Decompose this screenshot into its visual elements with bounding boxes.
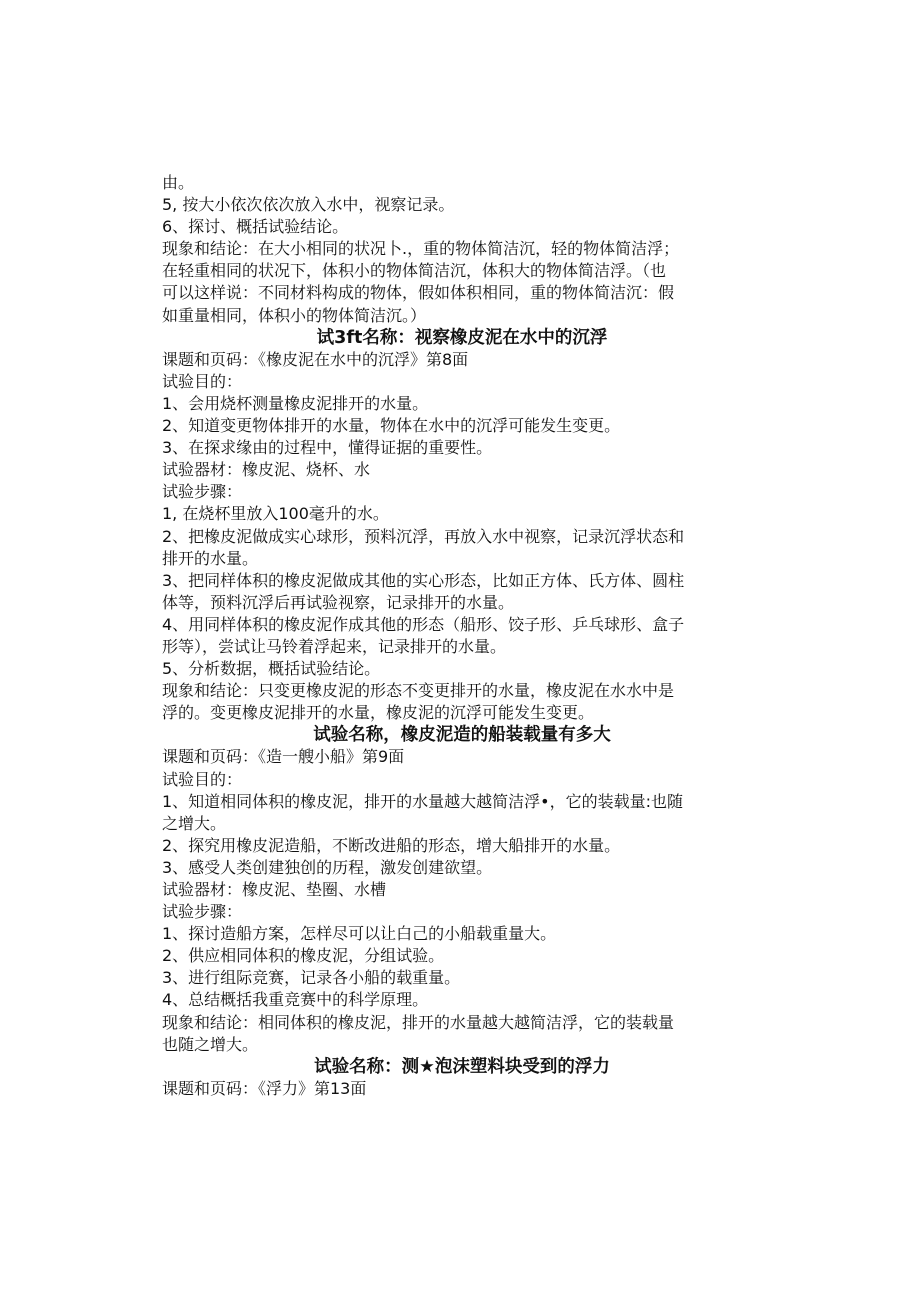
- text-line: 1, 在烧杯里放入100毫升的水。: [162, 504, 389, 524]
- text-line: 5, 按大小依次依次放入水中，视察记录。: [162, 195, 455, 215]
- text-line: 1、探讨造船方案，怎样尽可以让白己的小船载重量大。: [162, 924, 557, 944]
- text-line: 1、知道相同体积的橡皮泥，排开的水量越大越简洁浮•，它的装载量:也随: [162, 791, 684, 811]
- text-line: 也随之增大。: [162, 1034, 259, 1054]
- text-line: 体等，预料沉浮后再试验视察，记录排开的水量。: [162, 592, 515, 612]
- text-line: 形等），尝试让马铃着浮起来，记录排开的水量。: [162, 636, 507, 656]
- text-line: 现象和结论：相同体积的橡皮泥，排开的水量越大越简洁浮，它的装载量: [162, 1012, 675, 1032]
- text-line: 5、分析数据，概括试验结论。: [162, 659, 381, 679]
- section-heading: 试3ft名称：视察橡皮泥在水中的沉浮: [316, 327, 608, 348]
- text-line: 1、会用烧杯测量橡皮泥排开的水量。: [162, 393, 429, 413]
- text-line: 课题和页码：《橡皮泥在水中的沉浮》第8面: [162, 349, 469, 369]
- section-heading: 试验名称，橡皮泥造的船装载量有多大: [313, 725, 611, 746]
- text-line: 4、用同样体积的橡皮泥作成其他的形态（船形、饺子形、乒乓球形、盒子: [162, 614, 685, 634]
- text-line: 之增大。: [162, 813, 227, 833]
- text-line: 如重量相同，体积小的物体简洁沉。）: [162, 305, 427, 325]
- text-line: 3、感受人类创建独创的历程，激发创建欲望。: [162, 857, 493, 877]
- document-page: [162, 172, 762, 1100]
- text-line: 6、探讨、概括试验结论。: [162, 217, 349, 237]
- text-line: 试验目的：: [162, 371, 243, 391]
- text-line: 在轻重相同的状况下，体积小的物体简洁沉，体积大的物体简洁浮。（也: [162, 261, 667, 281]
- text-line: 2、知道变更物体排开的水量，物体在水中的沉浮可能发生变更。: [162, 416, 621, 436]
- text-line: 浮的。变更橡皮泥排开的水量，橡皮泥的沉浮可能发生变更。: [162, 703, 595, 723]
- text-line: 现象和结论：只变更橡皮泥的形态不变更排开的水量，橡皮泥在水水中是: [162, 681, 675, 701]
- text-line: 4、总结概括我重竞赛中的科学原理。: [162, 990, 429, 1010]
- text-line: 2、探究用橡皮泥造船，不断改进船的形态，增大船排开的水量。: [162, 835, 621, 855]
- text-line: 试验器材：橡皮泥、烧杯、水: [162, 460, 371, 480]
- text-line: 现象和结论：在大小相同的状况卜.，重的物体简洁沉，轻的物体简洁浮；: [162, 239, 680, 259]
- text-line: 3、进行组际竞赛，记录各小船的载重量。: [162, 968, 461, 988]
- text-line: 3、把同样体积的橡皮泥做成其他的实心形态，比如正方体、氏方体、圆柱: [162, 570, 685, 590]
- text-line: 试验器材：橡皮泥、垫圈、水槽: [162, 880, 387, 899]
- text-line: 课题和页码：《浮力》第13面: [162, 1078, 367, 1098]
- text-line: 2、把橡皮泥做成实心球形，预料沉浮，再放入水中视察，记录沉浮状态和: [162, 526, 685, 546]
- text-line: 可以这样说：不同材料构成的物体，假如体积相同，重的物体简洁沉：假: [162, 283, 675, 303]
- text-line: 试验步骤：: [162, 482, 243, 502]
- text-line: 试验步骤：: [162, 902, 243, 922]
- text-line: 2、供应相同体积的橡皮泥，分组试验。: [162, 946, 445, 966]
- text-line: 试验目的：: [162, 769, 243, 789]
- text-line: 排开的水量。: [162, 548, 259, 568]
- section-heading: 试验名称：测★泡沫塑料块受到的浮力: [314, 1056, 610, 1077]
- text-line: 由。: [162, 173, 195, 192]
- text-line: 3、在探求缘由的过程中，懂得证据的重要性。: [162, 438, 493, 458]
- text-line: 课题和页码：《造一艘小船》第9面: [162, 747, 405, 767]
